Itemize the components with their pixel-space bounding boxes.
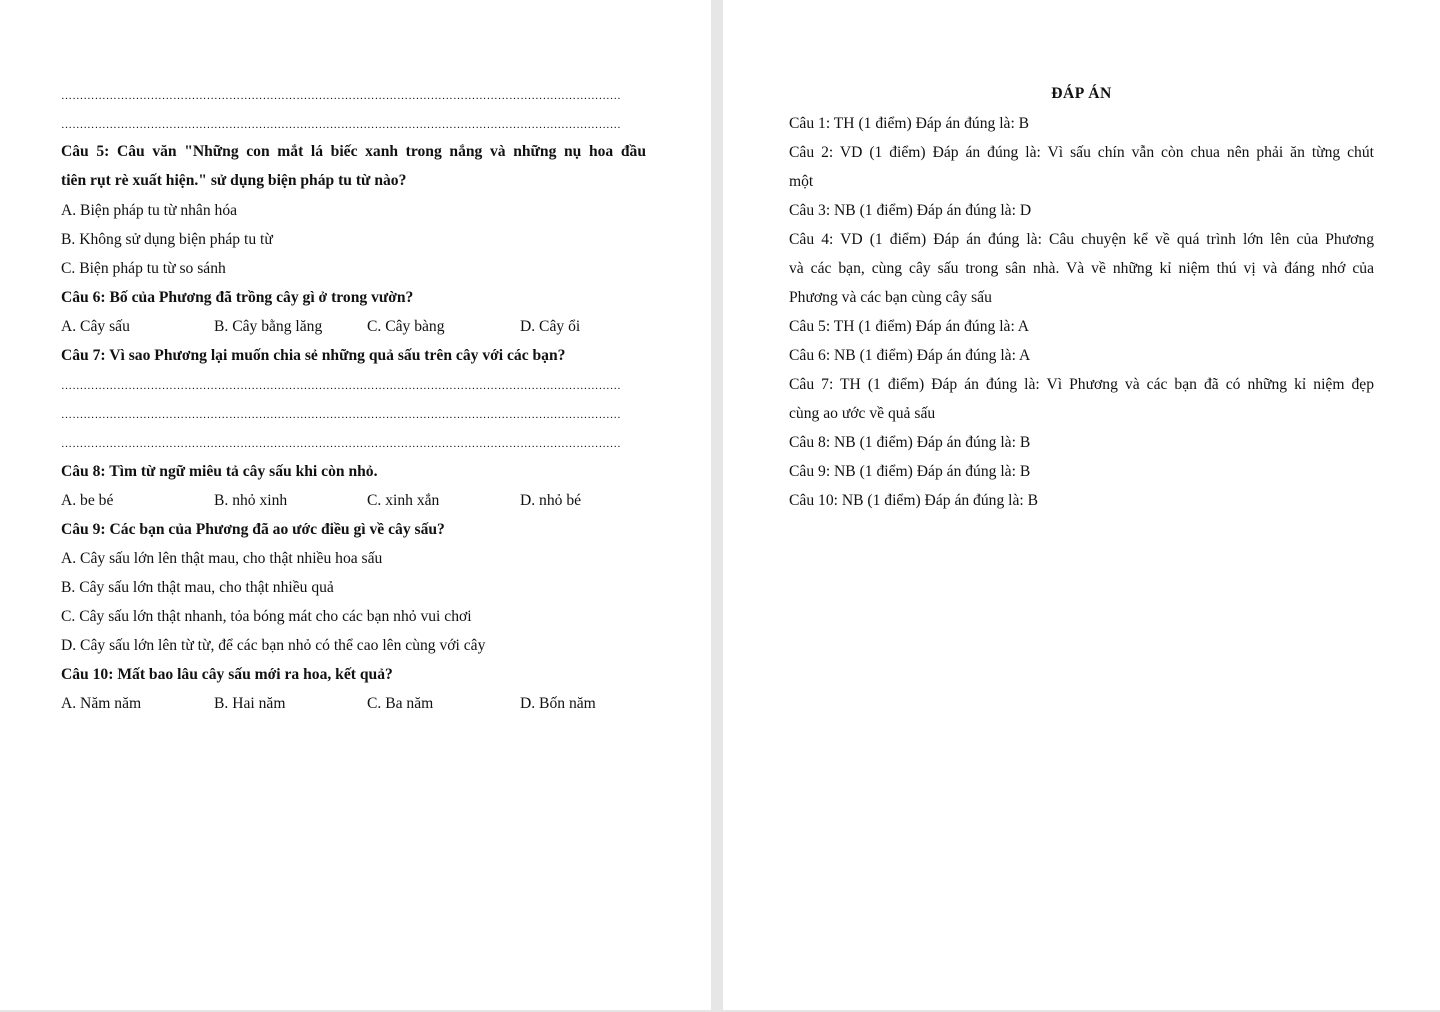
answer-3: Câu 3: NB (1 điểm) Đáp án đúng là: D: [789, 202, 1032, 219]
question-6-option-d: D. Cây ổi: [520, 318, 581, 335]
question-6-text: Câu 6: Bố của Phương đã trồng cây gì ở trong vườn?: [61, 289, 414, 306]
answer-blank-line: ……………………………………………………………………………………………………………………………………: [61, 90, 621, 102]
question-5-option-a: A. Biện pháp tu từ nhân hóa: [61, 202, 238, 219]
question-10-option-c: C. Ba năm: [367, 695, 434, 712]
answer-blank-line: ……………………………………………………………………………………………………………………………………: [61, 438, 621, 450]
answer-10: Câu 10: NB (1 điểm) Đáp án đúng là: B: [789, 492, 1039, 509]
question-10-option-b: B. Hai năm: [214, 695, 286, 712]
answer-4-cont: và các bạn, cùng cây sấu trong sân nhà. Và về những kỉ niệm thú vị và đáng nhớ của: [789, 260, 1374, 277]
answer-blank-line: ……………………………………………………………………………………………………………………………………: [61, 409, 621, 421]
question-6-options: [61, 317, 661, 337]
answer-8: Câu 8: NB (1 điểm) Đáp án đúng là: B: [789, 434, 1031, 451]
question-8-options: [61, 491, 661, 511]
question-10-option-d: D. Bốn năm: [520, 695, 596, 712]
answer-9: Câu 9: NB (1 điểm) Đáp án đúng là: B: [789, 463, 1031, 480]
question-9-option-c: C. Cây sấu lớn thật nhanh, tỏa bóng mát cho các bạn nhỏ vui chơi: [61, 608, 472, 625]
question-9-option-d: D. Cây sấu lớn lên từ từ, để các bạn nhỏ có thể cao lên cùng với cây: [61, 637, 486, 654]
answer-7-cont: cùng ao ước về quả sấu: [789, 405, 936, 422]
question-5-option-b: B. Không sử dụng biện pháp tu từ: [61, 231, 273, 248]
question-7-text: Câu 7: Vì sao Phương lại muốn chia sẻ những quả sấu trên cây với các bạn?: [61, 347, 566, 364]
question-9-option-b: B. Cây sấu lớn thật mau, cho thật nhiều quả: [61, 579, 334, 596]
answer-blank-line: ……………………………………………………………………………………………………………………………………: [61, 380, 621, 392]
answer-4-cont-2: Phương và các bạn cùng cây sấu: [789, 289, 992, 306]
question-8-option-c: C. xinh xắn: [367, 492, 440, 509]
question-6-option-b: B. Cây bằng lăng: [214, 318, 323, 335]
question-10-option-a: A. Năm năm: [61, 695, 142, 712]
question-5-option-c: C. Biện pháp tu từ so sánh: [61, 260, 226, 277]
question-10-options: [61, 694, 661, 714]
answer-2-cont: một: [789, 173, 814, 190]
question-8-option-b: B. nhỏ xinh: [214, 492, 288, 509]
question-6-option-a: A. Cây sấu: [61, 318, 130, 335]
question-8-text: Câu 8: Tìm từ ngữ miêu tả cây sấu khi còn nhỏ.: [61, 463, 378, 480]
answer-2: Câu 2: VD (1 điểm) Đáp án đúng là: Vì sấu chín vẫn còn chua nên phải ăn từng chút: [789, 144, 1374, 161]
question-5-text: Câu 5: Câu văn "Những con mắt lá biếc xanh trong nắng và những nụ hoa đầu: [61, 143, 646, 160]
answer-4: Câu 4: VD (1 điểm) Đáp án đúng là: Câu chuyện kể về quá trình lớn lên của Phương: [789, 231, 1374, 248]
answer-6: Câu 6: NB (1 điểm) Đáp án đúng là: A: [789, 347, 1031, 364]
answer-7: Câu 7: TH (1 điểm) Đáp án đúng là: Vì Phương và các bạn đã có những kỉ niệm đẹp: [789, 376, 1374, 393]
question-9-text: Câu 9: Các bạn của Phương đã ao ước điều gì về cây sấu?: [61, 521, 445, 538]
question-9-option-a: A. Cây sấu lớn lên thật mau, cho thật nhiều hoa sấu: [61, 550, 383, 567]
answer-5: Câu 5: TH (1 điểm) Đáp án đúng là: A: [789, 318, 1030, 335]
question-6-option-c: C. Cây bàng: [367, 318, 445, 335]
question-8-option-a: A. be bé: [61, 492, 114, 509]
question-5-text-cont: tiên rụt rè xuất hiện." sử dụng biện pháp tu từ nào?: [61, 172, 407, 189]
question-10-text: Câu 10: Mất bao lâu cây sấu mới ra hoa, kết quả?: [61, 666, 393, 683]
answer-key-title: ĐÁP ÁN: [1051, 85, 1112, 102]
question-8-option-d: D. nhỏ bé: [520, 492, 582, 509]
answer-1: Câu 1: TH (1 điểm) Đáp án đúng là: B: [789, 115, 1030, 132]
answer-blank-line: ……………………………………………………………………………………………………………………………………: [61, 119, 621, 131]
